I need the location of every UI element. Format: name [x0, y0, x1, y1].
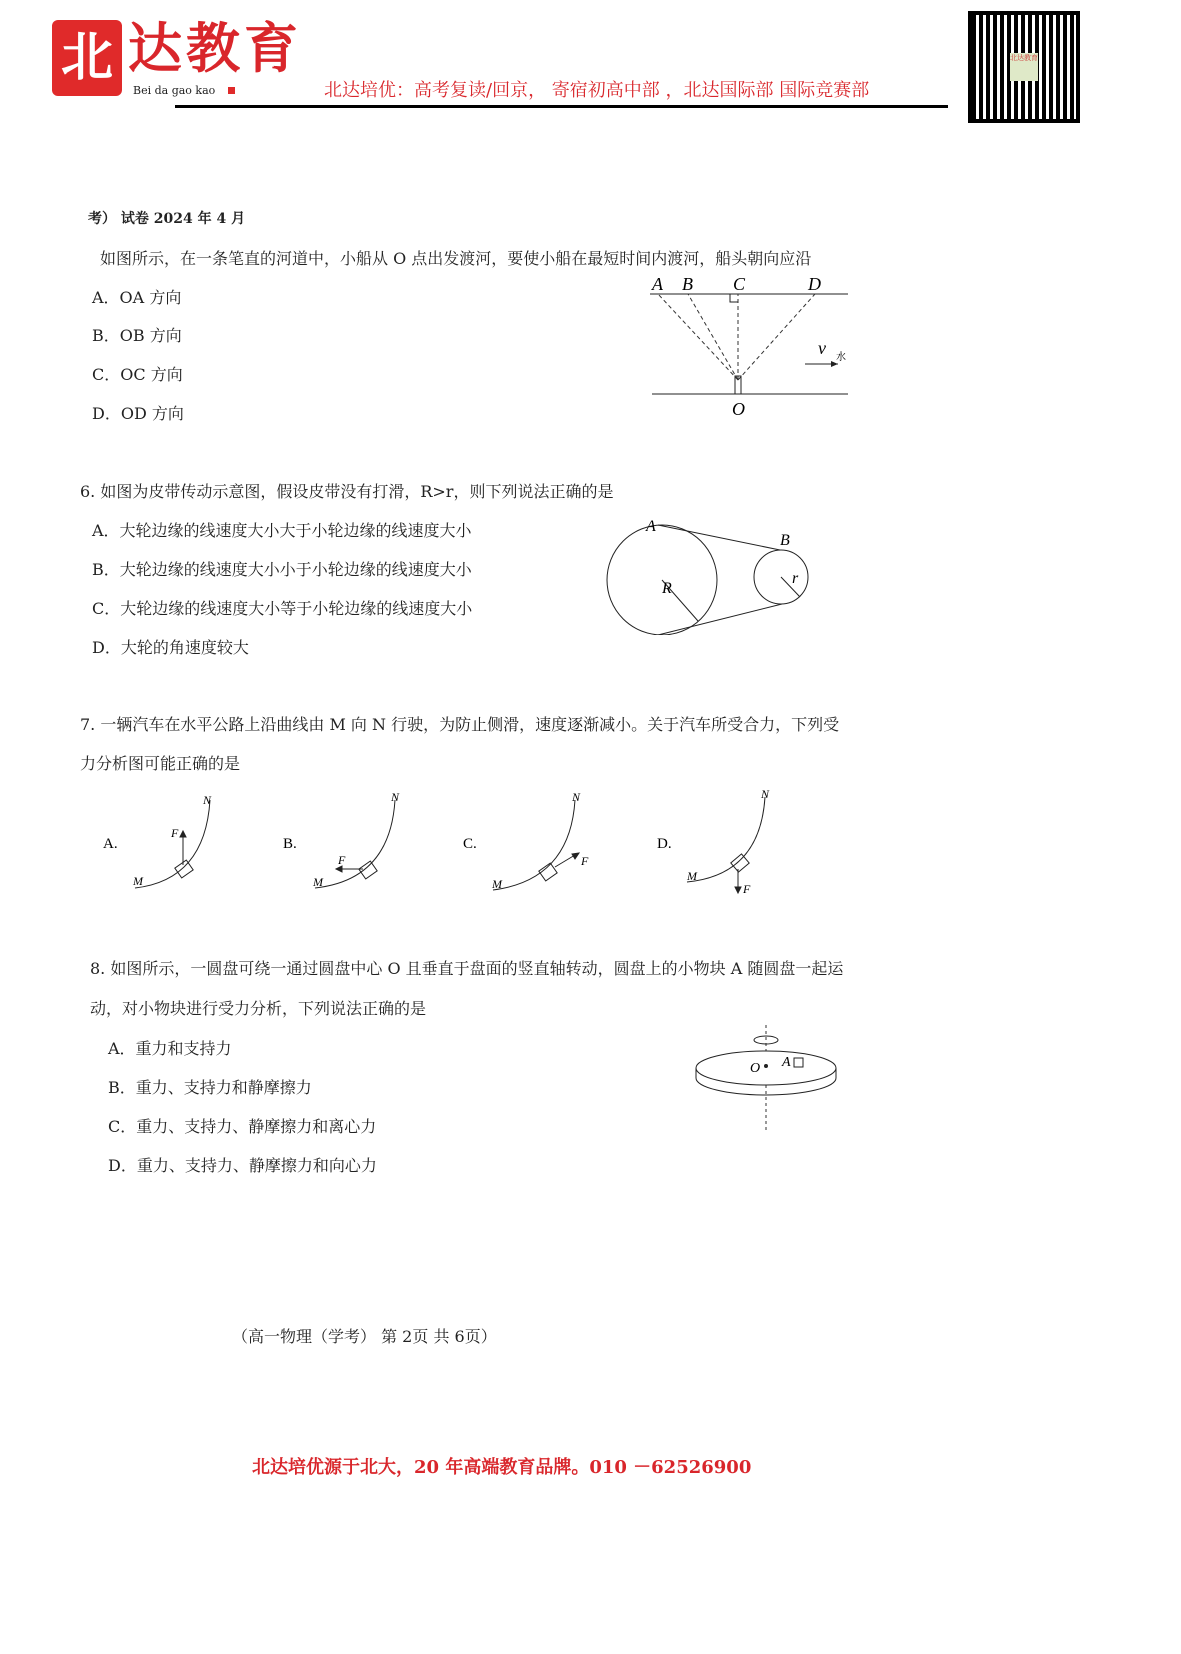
- diagram-label: N: [203, 793, 212, 807]
- diagram-label: M: [313, 875, 323, 889]
- diagram-label: A: [646, 518, 656, 535]
- header-rule: [175, 105, 948, 108]
- q7-stem-2: 力分析图可能正确的是: [80, 754, 241, 773]
- diagram-label: M: [133, 874, 143, 888]
- label-b: B: [682, 274, 693, 294]
- page-footer: （高一物理（学考） 第 2页 共 6页）: [232, 1327, 497, 1346]
- qr-code: [972, 15, 1076, 119]
- diagram-label: C.: [463, 836, 477, 852]
- diagram-label: F: [171, 826, 179, 840]
- label-o: O: [732, 399, 745, 419]
- q5-option-c: C．OC 方向: [92, 365, 183, 384]
- q8-option-a: A．重力和支持力: [108, 1039, 232, 1058]
- diagram-label: F: [338, 853, 346, 867]
- diagram-label: F: [581, 854, 589, 868]
- belt-diagram: [600, 515, 820, 635]
- logo-dot: [228, 87, 235, 94]
- label-d: D: [808, 274, 821, 294]
- q6-stem: 6. 如图为皮带传动示意图，假设皮带没有打滑，R>r，则下列说法正确的是: [80, 482, 614, 501]
- q8-option-c: C．重力、支持力、静摩擦力和离心力: [108, 1117, 377, 1136]
- diagram-label: r: [792, 570, 799, 587]
- diagram-label: M: [492, 877, 502, 891]
- diagram-label: N: [391, 790, 400, 804]
- diagram-label: B: [780, 532, 790, 549]
- diagram-label: D.: [657, 836, 672, 852]
- q5-option-a: A．OA 方向: [92, 288, 182, 307]
- q6-option-c: C．大轮边缘的线速度大小等于小轮边缘的线速度大小: [92, 599, 473, 618]
- force-diagrams: [95, 785, 815, 905]
- q6-option-a: A．大轮边缘的线速度大小大于小轮边缘的线速度大小: [92, 521, 472, 540]
- diagram-label: M: [687, 869, 697, 883]
- diagram-label: A.: [103, 836, 118, 852]
- q8-option-d: D．重力、支持力、静摩擦力和向心力: [108, 1156, 377, 1175]
- q6-option-b: B．大轮边缘的线速度大小小于小轮边缘的线速度大小: [92, 560, 472, 579]
- q5-option-b: B．OB 方向: [92, 326, 182, 345]
- diagram-label: N: [761, 787, 770, 801]
- q5-option-d: D．OD 方向: [92, 404, 184, 423]
- diagram-label: N: [572, 790, 581, 804]
- bottom-banner: 北达培优源于北大，20 年高端教育品牌。010 －62526900: [252, 1457, 752, 1478]
- label-c: C: [733, 274, 746, 294]
- label-a: A: [652, 274, 663, 294]
- q7-stem-1: 7. 一辆汽车在水平公路上沿曲线由 M 向 N 行驶，为防止侧滑，速度逐渐减小。关于汽车所受合力，下列受: [80, 715, 840, 734]
- diagram-label: R: [662, 580, 672, 597]
- qr-label: 北达教育: [1010, 53, 1038, 81]
- diagram-label: B.: [283, 836, 297, 852]
- q8-option-b: B．重力、支持力和静摩擦力: [108, 1078, 312, 1097]
- logo-box: 北: [52, 20, 122, 96]
- diagram-label: A: [782, 1055, 791, 1070]
- logo-text: 达教育: [128, 16, 302, 80]
- q8-stem-2: 动，对小物块进行受力分析，下列说法正确的是: [90, 999, 427, 1018]
- q5-stem: 如图所示，在一条笔直的河道中，小船从 O 点出发渡河，要使小船在最短时间内渡河，船头朝向应沿: [100, 249, 812, 268]
- logo-pinyin: Bei da gao kao: [133, 84, 216, 97]
- diagram-label: O: [750, 1061, 761, 1076]
- label-v-sub: 水: [836, 352, 846, 363]
- river-diagram: [640, 270, 860, 430]
- header-slogan: 北达培优：高考复读/回京， 寄宿初高中部 ，北达国际部 国际竞赛部: [324, 80, 870, 101]
- label-v: v: [818, 338, 826, 358]
- diagram-label: F: [743, 882, 751, 896]
- exam-line: 考） 试卷 2024 年 4 月: [88, 211, 246, 227]
- q6-option-d: D．大轮的角速度较大: [92, 638, 249, 657]
- q8-stem-1: 8. 如图所示，一圆盘可绕一通过圆盘中心 O 且垂直于盘面的竖直轴转动，圆盘上的小物块 A 随圆盘一起运: [90, 959, 844, 978]
- disk-diagram: [690, 1020, 840, 1135]
